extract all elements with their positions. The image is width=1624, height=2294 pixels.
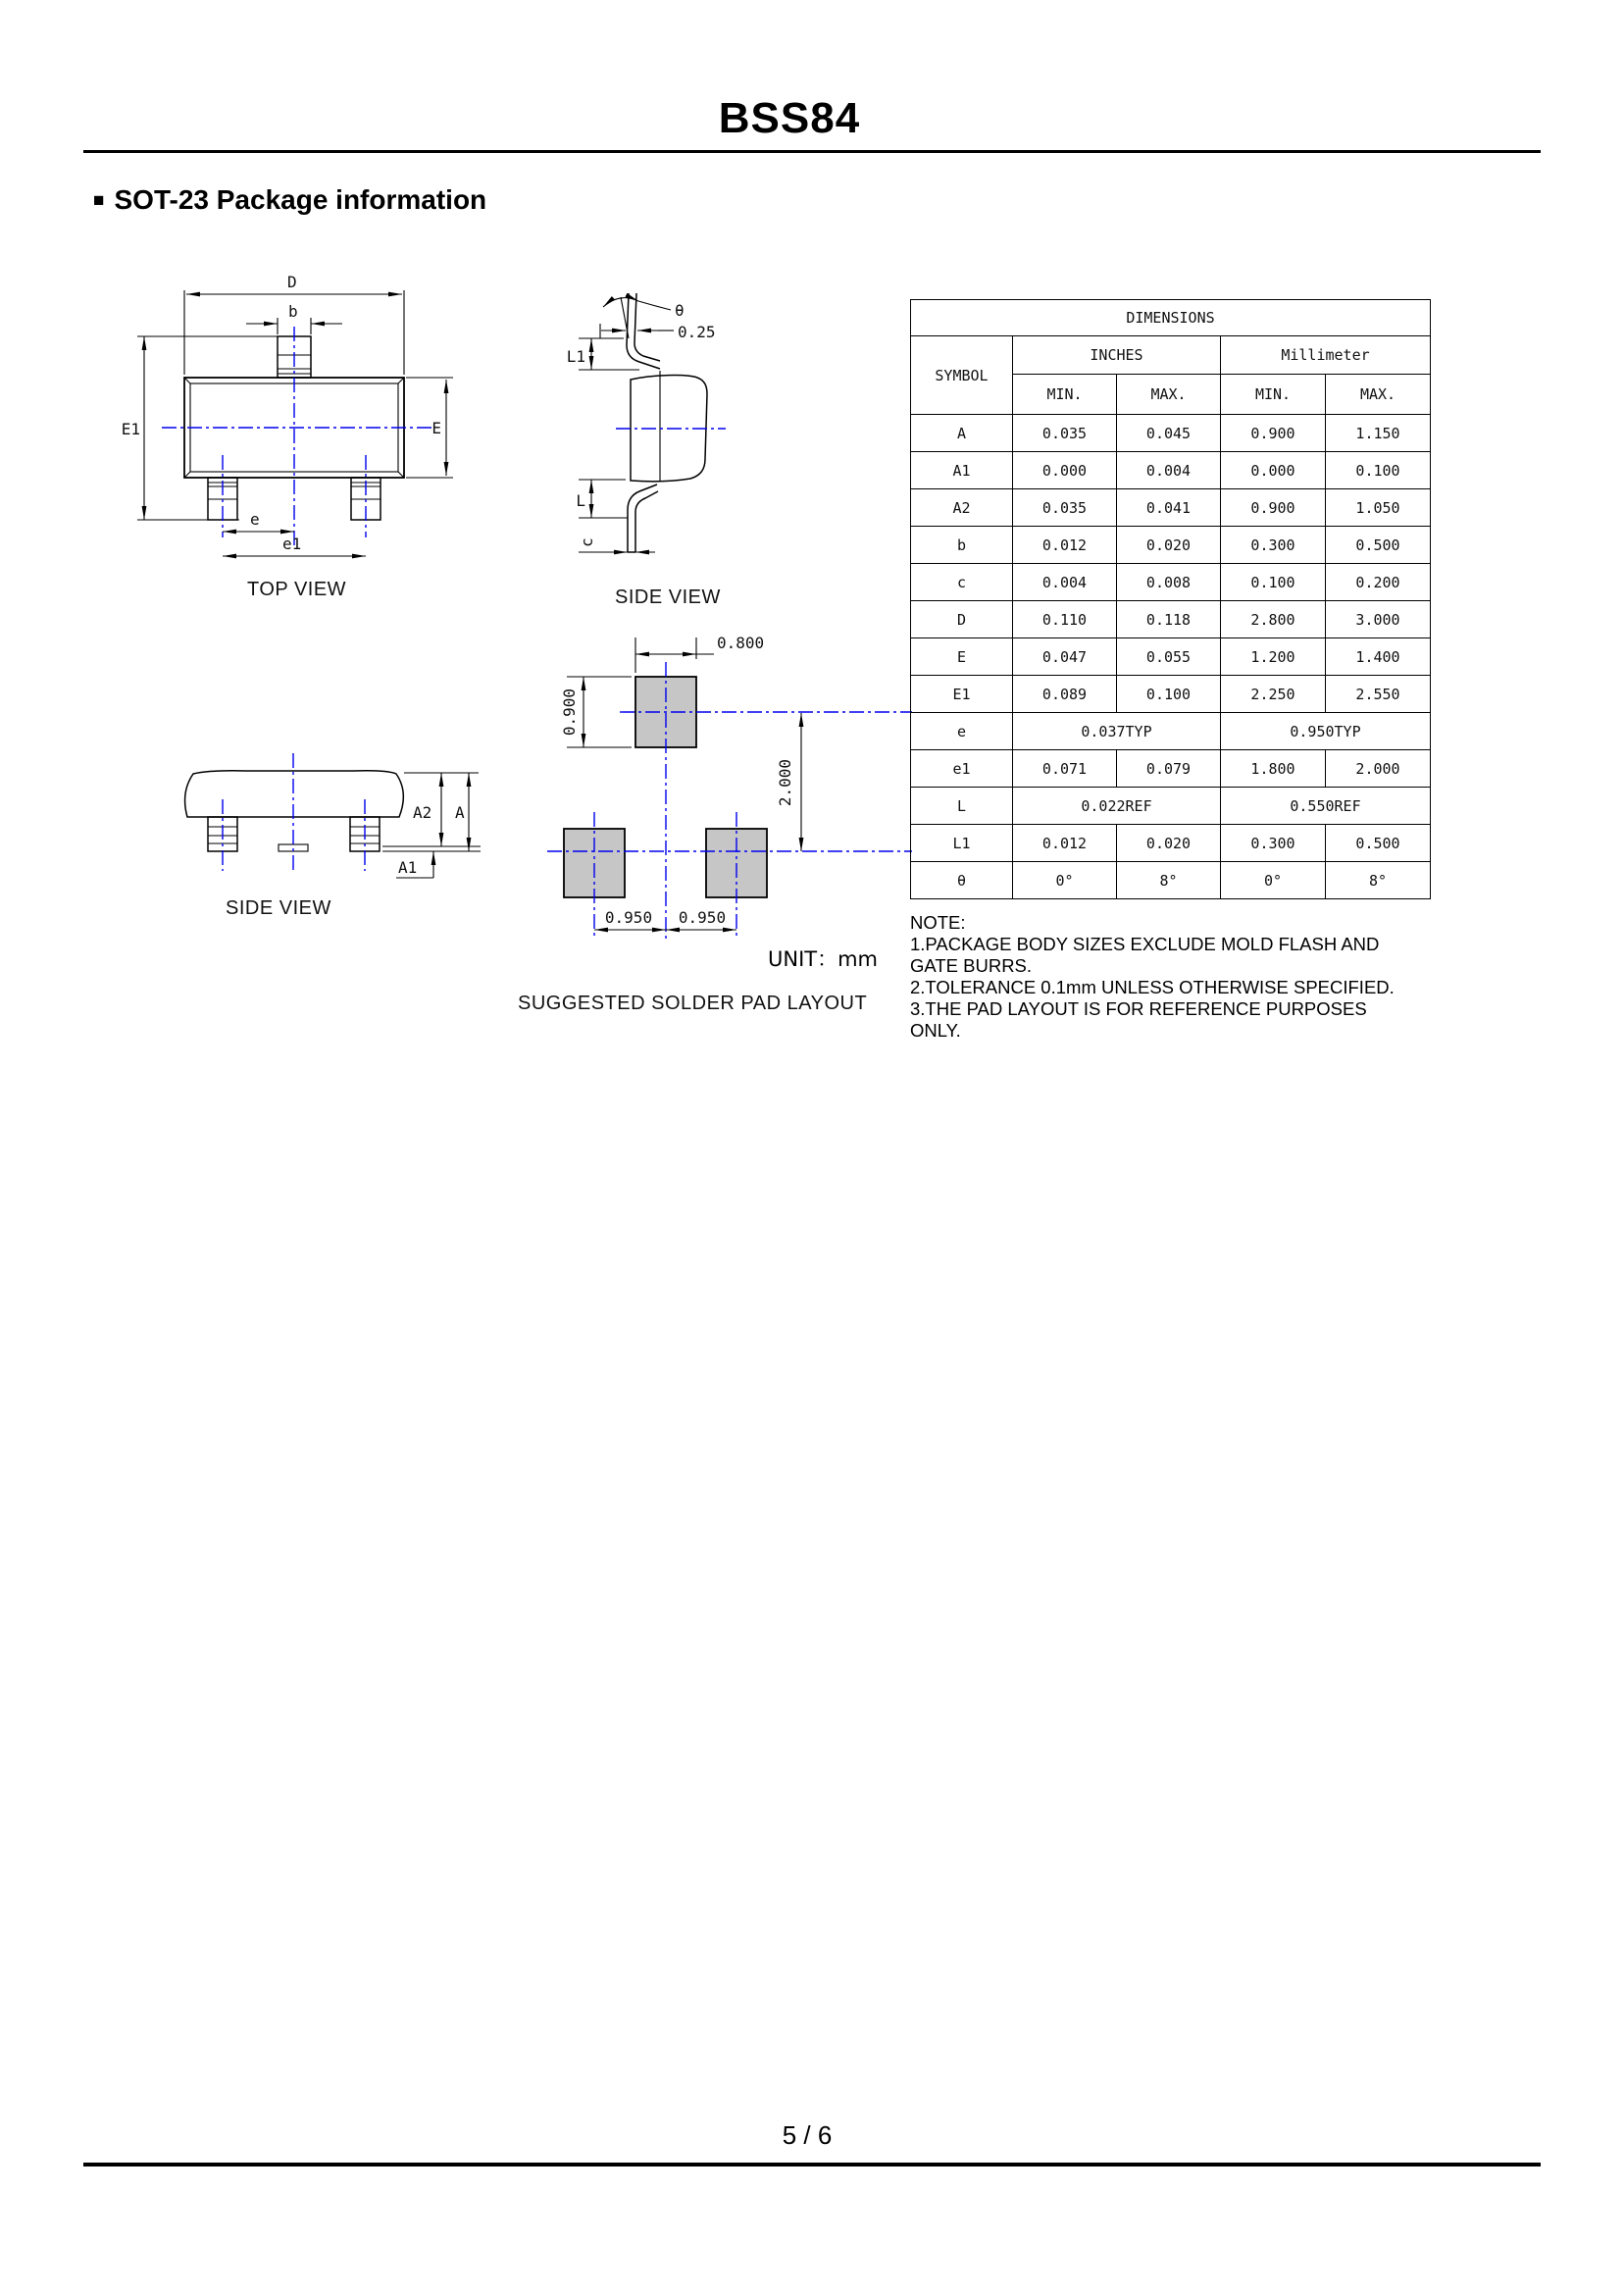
value-cell: 0.000 [1013,452,1117,489]
value-cell: 0.022REF [1013,788,1221,825]
side-view-profile-drawing [539,273,785,598]
value-cell: 0.012 [1013,527,1117,564]
value-cell: 0° [1013,862,1117,899]
table-unit-header-row [911,336,1431,375]
note-item: 2.TOLERANCE 0.1mm UNLESS OTHERWISE SPECIFIED. [910,977,1395,997]
symbol-cell: E [911,638,1013,676]
value-cell: 0.950TYP [1221,713,1431,750]
dimensions-table-body [911,415,1431,899]
symbol-cell: b [911,527,1013,564]
value-cell: 0.300 [1221,825,1326,862]
top-view-drawing [83,270,485,608]
value-cell: 0.004 [1117,452,1221,489]
dim-label-c: c [578,537,596,547]
value-cell: 0.071 [1013,750,1117,788]
symbol-cell: e1 [911,750,1013,788]
value-cell: 1.800 [1221,750,1326,788]
dim-label-e1: e1 [282,535,302,553]
symbol-cell: E1 [911,676,1013,713]
value-cell: 1.400 [1326,638,1431,676]
page-number: 5 / 6 [782,2120,833,2150]
dim-label-e: e [250,510,260,529]
value-cell: 0.118 [1117,601,1221,638]
section-heading [93,184,486,216]
dim-label-E1: E1 [121,420,140,438]
table-row [911,788,1431,825]
value-cell: 2.550 [1326,676,1431,713]
table-row [911,489,1431,527]
pad-layout-caption: SUGGESTED SOLDER PAD LAYOUT [518,993,868,1014]
value-cell: 0.200 [1326,564,1431,601]
square-bullet-icon: ■ [93,190,105,211]
pad-layout-drawing [534,616,927,944]
side-view-front-caption: SIDE VIEW [226,897,331,919]
value-cell: 0.500 [1326,527,1431,564]
inches-header: INCHES [1013,336,1221,375]
dim-label-L: L [576,491,585,510]
value-cell: 3.000 [1326,601,1431,638]
symbol-cell: c [911,564,1013,601]
notes-heading: NOTE: [910,912,966,933]
table-title: DIMENSIONS [911,300,1431,336]
side-view-front-drawing [113,740,505,892]
value-cell: 2.800 [1221,601,1326,638]
dim-label-pad-width: 0.800 [717,634,765,652]
note-item: 3.THE PAD LAYOUT IS FOR REFERENCE PURPOSES ONLY. [910,998,1367,1041]
dim-label-A2: A2 [413,803,432,822]
millimeter-header: Millimeter [1221,336,1431,375]
value-cell: 1.150 [1326,415,1431,452]
title-divider [83,150,1541,153]
note-item: 1.PACKAGE BODY SIZES EXCLUDE MOLD FLASH AND GATE BURRS. [910,934,1380,976]
max-header: MAX. [1326,375,1431,415]
value-cell: 0.047 [1013,638,1117,676]
value-cell: 0.055 [1117,638,1221,676]
symbol-cell: L [911,788,1013,825]
value-cell: 0.089 [1013,676,1117,713]
value-cell: 0.041 [1117,489,1221,527]
symbol-cell: A [911,415,1013,452]
symbol-cell: e [911,713,1013,750]
value-cell: 0.035 [1013,489,1117,527]
unit-label: UNIT：mm [768,947,879,971]
value-cell: 0.100 [1117,676,1221,713]
symbol-cell: θ [911,862,1013,899]
footer-divider [83,2163,1541,2167]
value-cell: 0.550REF [1221,788,1431,825]
value-cell: 2.000 [1326,750,1431,788]
side-view-profile-caption: SIDE VIEW [615,586,721,608]
table-row [911,452,1431,489]
min-header: MIN. [1013,375,1117,415]
value-cell: 0.004 [1013,564,1117,601]
section-heading-text: SOT-23 Package information [114,184,487,215]
value-cell: 1.200 [1221,638,1326,676]
dim-label-A1: A1 [398,858,418,877]
table-title-row [911,300,1431,336]
symbol-cell: A2 [911,489,1013,527]
table-row [911,415,1431,452]
value-cell: 0.900 [1221,489,1326,527]
dim-label-pad-height: 0.900 [560,688,579,737]
value-cell: 8° [1326,862,1431,899]
table-row [911,564,1431,601]
table-row [911,750,1431,788]
table-row [911,676,1431,713]
value-cell: 0.300 [1221,527,1326,564]
notes-block [910,912,1422,1042]
dim-label-offset: 0.25 [678,323,716,341]
value-cell: 2.250 [1221,676,1326,713]
dim-label-span-right: 0.950 [678,908,727,927]
value-cell: 0.110 [1013,601,1117,638]
value-cell: 0.500 [1326,825,1431,862]
table-row [911,862,1431,899]
value-cell: 0.035 [1013,415,1117,452]
value-cell: 0.900 [1221,415,1326,452]
value-cell: 0.079 [1117,750,1221,788]
dim-label-theta: θ [675,301,685,320]
table-row [911,825,1431,862]
value-cell: 0.012 [1013,825,1117,862]
value-cell: 0.100 [1221,564,1326,601]
dim-label-b: b [288,302,298,321]
table-row [911,713,1431,750]
dim-label-pad-pitch: 2.000 [776,758,794,807]
symbol-cell: A1 [911,452,1013,489]
top-view-caption: TOP VIEW [247,579,347,600]
dim-label-D: D [287,273,297,291]
dim-label-L1: L1 [566,347,585,366]
value-cell: 0.100 [1326,452,1431,489]
dimensions-table [910,299,1431,899]
value-cell: 0° [1221,862,1326,899]
dim-label-span-left: 0.950 [604,908,653,927]
page-title: BSS84 [718,94,861,142]
value-cell: 1.050 [1326,489,1431,527]
max-header: MAX. [1117,375,1221,415]
value-cell: 0.020 [1117,527,1221,564]
symbol-cell: L1 [911,825,1013,862]
value-cell: 0.020 [1117,825,1221,862]
symbol-cell: D [911,601,1013,638]
dim-label-A: A [455,803,465,822]
table-row [911,601,1431,638]
table-row [911,638,1431,676]
min-header: MIN. [1221,375,1326,415]
value-cell: 0.008 [1117,564,1221,601]
value-cell: 0.000 [1221,452,1326,489]
table-row [911,527,1431,564]
value-cell: 8° [1117,862,1221,899]
value-cell: 0.037TYP [1013,713,1221,750]
dim-label-E: E [431,419,441,437]
value-cell: 0.045 [1117,415,1221,452]
symbol-header: SYMBOL [911,336,1013,415]
